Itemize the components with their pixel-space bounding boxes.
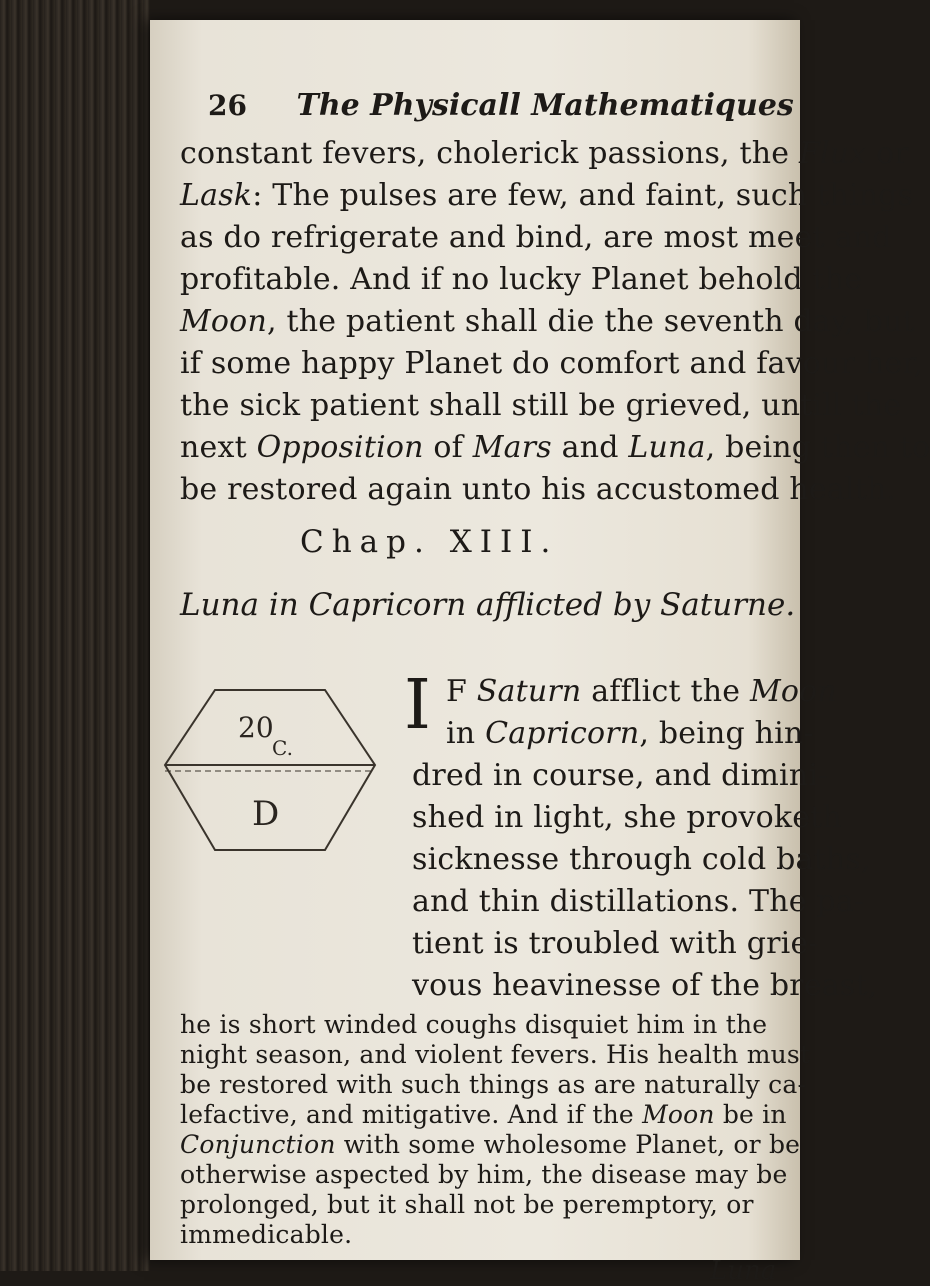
text-run: sicknesse through cold baths, [412,842,871,877]
text-run: constant fevers, cholerick passions, the [180,136,799,171]
text-run: , the patient shall die the seventh day, but [266,304,915,339]
drop-cap: I [404,666,431,745]
text-line [412,758,828,793]
text-line [180,1190,754,1219]
text-line [412,926,819,961]
text-line [180,178,913,213]
chapter-subtitle: Luna in Capricorn afflicted by Saturne. [180,587,796,623]
text-run: immedicable. [180,1220,353,1249]
glyph-label-top-small: C. [272,736,293,760]
text-line [180,472,896,507]
text-run-italic: Opposition [256,430,424,465]
text-line [180,1130,800,1159]
text-run: afflict the [581,674,750,709]
text-line [180,1100,787,1129]
glyph-label-bottom: D [252,794,280,834]
text-line [180,430,930,465]
text-run-italic: Moon [180,304,267,339]
text-run: , being hin- [639,716,814,751]
book-page [150,20,930,1286]
text-run: be in [714,1100,787,1129]
text-run-italic: Mars [472,430,552,465]
text-line [412,968,877,1003]
text-run: otherwise aspected by him, the disease may be [180,1160,788,1189]
text-run: as do refrigerate and bind, are most meet and [180,220,892,255]
running-head [208,88,794,123]
catchword: Luna [710,1256,777,1286]
page-number: 26 [208,89,247,122]
text-run: profitable. And if no lucky Planet behold the [180,262,863,297]
text-run-italic: Saturn [476,674,582,709]
text-run: vous heavinesse of the breast, [412,968,878,1003]
text-run: the sick patient shall still be grieved, untill the [180,388,902,423]
text-line [446,674,837,709]
text-run: and [551,430,629,465]
text-line [180,1040,810,1069]
text-line [180,1070,806,1099]
text-run-italic: Capricorn [485,716,640,751]
text-line [180,388,901,423]
text-line [180,262,862,297]
text-line [180,346,923,381]
text-line [446,716,814,751]
text-line [180,304,915,339]
chapter-heading: Chap. XIII. [300,524,559,560]
text-run-italic: Conjunction [180,1130,336,1159]
text-run: lefactive, and mitigative. And if the [180,1100,643,1129]
text-run-italic: Lask [180,178,253,213]
text-run: if some happy Planet do comfort and favour her, [180,346,924,381]
text-line [180,1160,787,1189]
text-run: dred in course, and dimini- [412,758,829,793]
text-line [180,220,892,255]
text-run: night season, and violent fevers. His health must [180,1040,811,1069]
text-line [180,136,909,171]
text-run: shed in light, she provoketh [412,800,843,835]
text-line [180,1220,352,1249]
running-title: The Physicall Mathematiques [296,88,794,123]
text-run: in [446,716,486,751]
text-run-italic: Luna [628,430,706,465]
text-run: be restored again unto his accustomed health. [180,472,897,507]
text-run: be restored with such things as are naturally ca- [180,1070,807,1099]
text-run-italic: Moon [642,1100,715,1129]
text-run: with some wholesome Planet, or be [335,1130,801,1159]
text-run: he is short winded coughs disquiet him in the [180,1010,768,1039]
text-line [180,1010,767,1039]
book-gutter [0,0,150,1271]
text-run-italic: Flux [798,136,867,171]
text-run: next [180,430,257,465]
text-line [412,884,864,919]
text-run: of [423,430,473,465]
text-run: prolonged, but it shall not be peremptory, or [180,1190,754,1219]
text-run: F [446,674,477,709]
text-run: , being then to [705,430,930,465]
text-run: : The pulses are few, and faint, such things [252,178,914,213]
text-line [412,842,871,877]
text-run-italic: Moon [749,674,837,709]
text-run: or [866,136,909,171]
text-line [412,800,842,835]
astrological-glyph [160,675,380,875]
glyph-drawing [160,675,380,875]
glyph-label-top: 20 [238,711,274,744]
text-run: tient is troubled with grie- [412,926,819,961]
text-run: and thin distillations. The pa- [412,884,865,919]
